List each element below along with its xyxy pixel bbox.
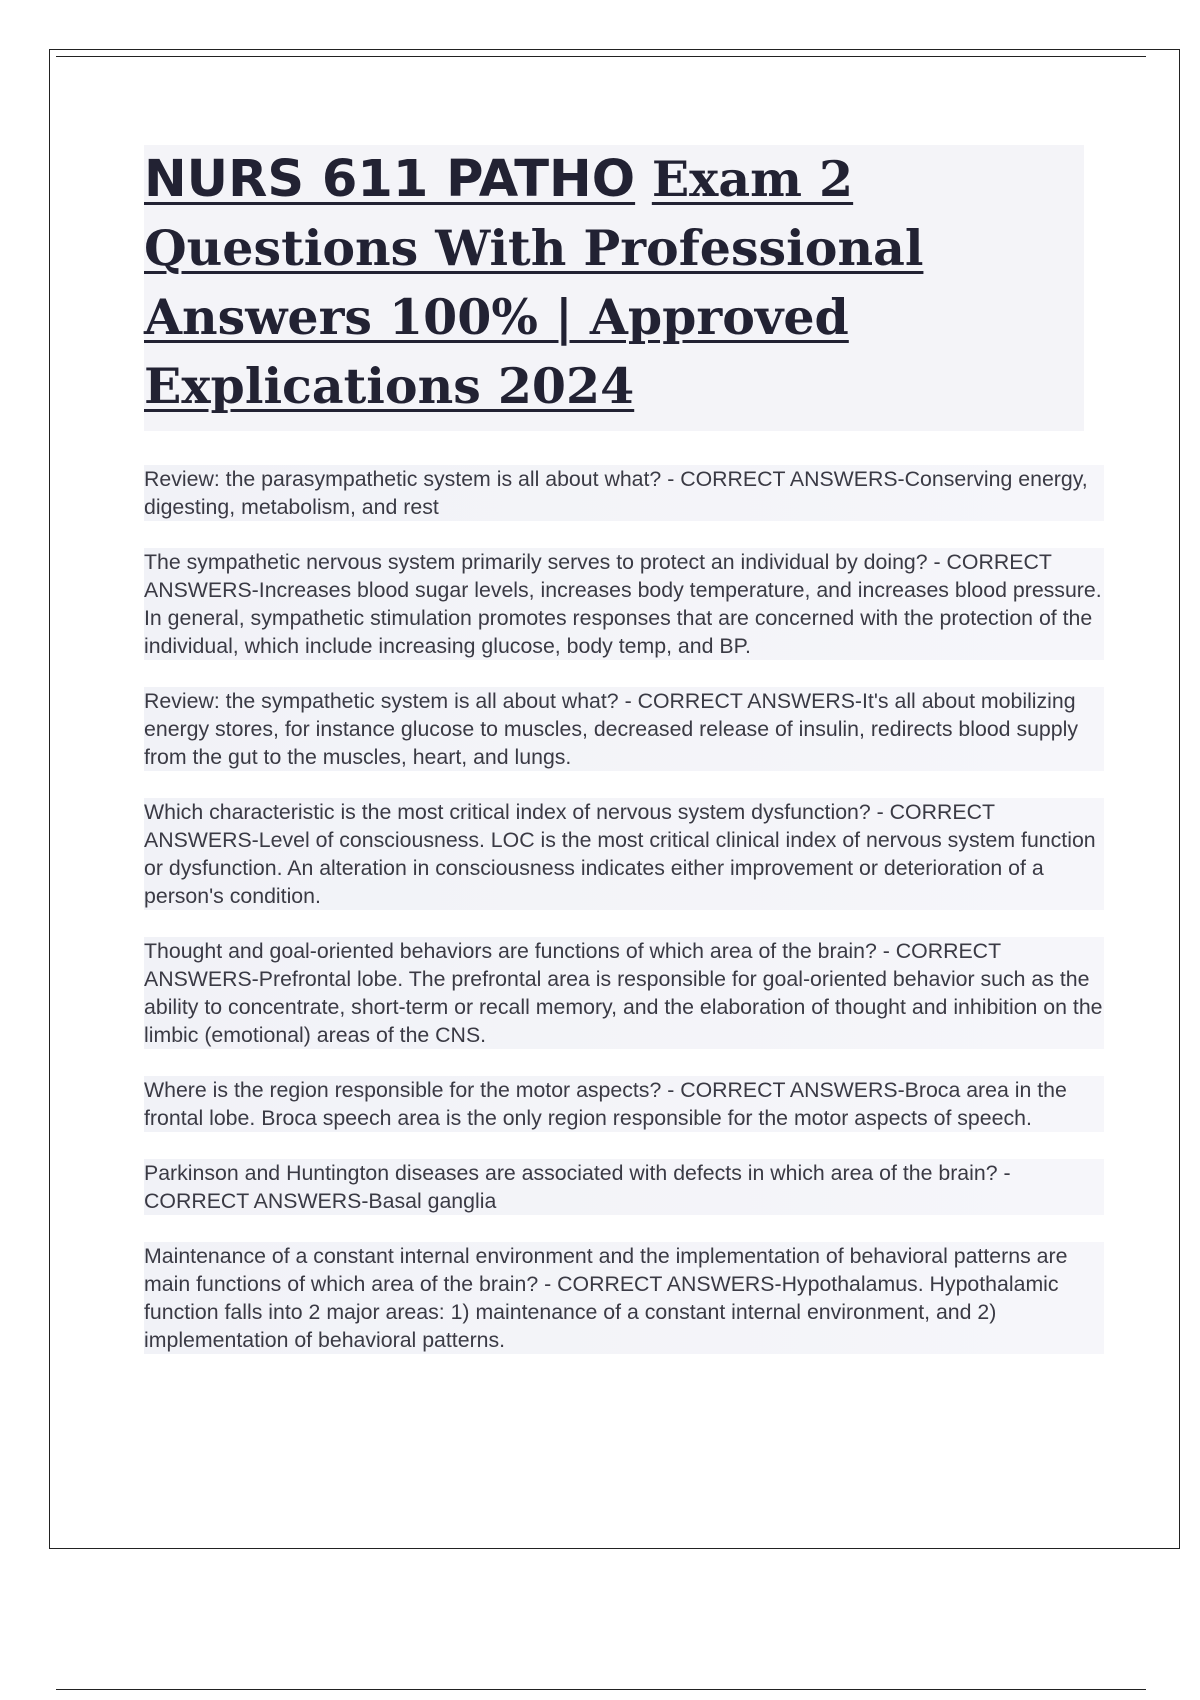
page-frame [49, 49, 1180, 1549]
document-title [144, 145, 1084, 421]
qa-item: Maintenance of a constant internal environment and the implementation of behavioral patterns are main functions of which area of the brain? - CORRECT ANSWERS-Hypothalamus. Hypothalamic function falls into 2 major areas: 1) maintenance of a constant internal environment, and 2) implementation of behavioral patterns. [144, 1242, 1104, 1354]
qa-item: Thought and goal-oriented behaviors are functions of which area of the brain? - CORRECT ANSWERS-Prefrontal lobe. The prefrontal area is responsible for goal-oriented behavior such as the ability to concentrate, short-term or recall memory, and the elaboration of thought and inhibition on the limbic (emotional) areas of the CNS. [144, 939, 1103, 1047]
qa-item: The sympathetic nervous system primarily serves to protect an individual by doing? - CORRECT ANSWERS-Increases blood sugar levels, increases body temperature, and increases blood pressure. In general, sympathetic stimulation promotes responses that are concerned with the protection of the individual, which include increasing glucose, body temp, and BP. [144, 548, 1104, 660]
qa-item: Where is the region responsible for the motor aspects? - CORRECT ANSWERS-Broca area in the frontal lobe. Broca speech area is the only region responsible for the motor aspects of speech. [144, 1076, 1104, 1132]
qa-item: Review: the sympathetic system is all about what? - CORRECT ANSWERS-It's all about mobilizing energy stores, for instance glucose to muscles, decreased release of insulin, redirects blood supply from the gut to the muscles, heart, and lungs. [144, 687, 1104, 771]
qa-item: Review: the parasympathetic system is all about what? - CORRECT ANSWERS-Conserving energy, digesting, metabolism, and rest [144, 465, 1104, 521]
top-rule [56, 56, 1146, 57]
qa-item: Parkinson and Huntington diseases are associated with defects in which area of the brain? - CORRECT ANSWERS-Basal ganglia [144, 1159, 1104, 1215]
qa-item: Which characteristic is the most critical index of nervous system dysfunction? - CORRECT ANSWERS-Level of consciousness. LOC is the most critical clinical index of nervous system function or dysfunction. An alteration in consciousness indicates either improvement or deterioration of a person's condition. [144, 798, 1104, 910]
title-lead: NURS 611 PATHO [144, 150, 636, 209]
title-rest: Exam 2 Questions With Professional Answers 100% | Approved Explications 2024 [144, 150, 924, 415]
qa-list [144, 465, 1104, 1381]
title-block [144, 145, 1084, 431]
bottom-rule [56, 1689, 1146, 1690]
